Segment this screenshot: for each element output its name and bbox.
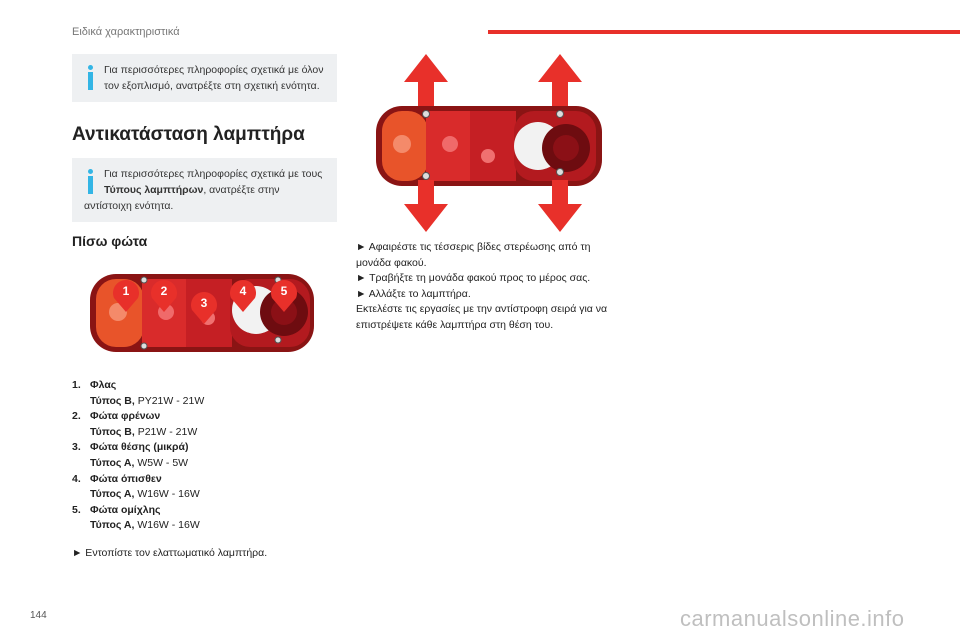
list-item [72, 378, 204, 409]
step-pull-unit: ► Τραβήξτε τη μονάδα φακού προς το μέρος σας. [356, 272, 591, 285]
info-icon [84, 62, 98, 94]
part-number: 3. [72, 441, 81, 454]
step-remove-screws: ► Αφαιρέστε τις τέσσερις βίδες στερέωσης από τη μονάδα φακού. [356, 241, 591, 269]
screw-icon [141, 343, 147, 349]
list-item [72, 503, 204, 534]
subsection-title: Πίσω φώτα [72, 233, 148, 249]
info-box-equipment [72, 54, 337, 102]
part-type: Τύπος Α, [90, 456, 135, 469]
step-change-bulb: ► Αλλάξτε το λαμπτήρα. [356, 287, 471, 300]
info-text-part: Για περισσότερες πληροφορίες σχετικά με τους [104, 168, 323, 180]
marker-label: 3 [200, 296, 208, 310]
marker-label: 1 [122, 284, 130, 298]
step-locate-bulb: ► Εντοπίστε τον ελαττωματικό λαμπτήρα. [72, 547, 268, 559]
list-item [72, 409, 204, 440]
step-reassemble: Εκτελέστε τις εργασίες με την αντίστροφη σειρά για να επιστρέψετε κάθε λαμπτήρα στη θέση του. [356, 303, 608, 331]
info-text: Για περισσότερες πληροφορίες σχετικά με όλον τον εξοπλισμό, ανατρέξτε στη σχετική ενότητα. [104, 64, 324, 92]
removal-steps [356, 240, 626, 334]
part-name: Φώτα ομίχλης [90, 503, 161, 516]
bulb-2 [442, 136, 458, 152]
arrow-icon [404, 180, 448, 232]
part-name: Φλας [90, 379, 117, 391]
list-item [72, 440, 204, 471]
list-item [72, 472, 204, 503]
rear-lamp-removal-illustration [370, 54, 610, 234]
screw-icon [423, 173, 430, 180]
screw-icon [141, 277, 147, 283]
screw-icon [557, 169, 564, 176]
part-bulb: W16W - 16W [134, 488, 200, 501]
parts-list [72, 378, 204, 534]
watermark: carmanualsonline.info [680, 606, 905, 631]
bulb-5 [553, 135, 579, 161]
part-name: Φώτα όπισθεν [90, 472, 162, 485]
screw-icon [423, 111, 430, 118]
page-number: 144 [30, 610, 47, 621]
part-bulb: PY21W - 21W [134, 394, 205, 407]
part-type: Τύπος Α, [90, 488, 135, 501]
arrow-icon [538, 180, 582, 232]
part-bulb: P21W - 21W [134, 425, 198, 438]
marker-label: 4 [239, 284, 247, 298]
info-link-bulb-types: Τύπους λαμπτήρων [104, 184, 204, 196]
bulb-1 [393, 135, 411, 153]
part-name: Φώτα θέσης (μικρά) [90, 441, 189, 454]
arrow-icon [404, 54, 448, 106]
marker-label: 2 [160, 284, 168, 298]
part-name: Φώτα φρένων [90, 410, 161, 423]
screw-icon [275, 337, 281, 343]
info-text-part: , ανατρέξτε στην αντίστοιχη ενότητα. [84, 184, 280, 212]
info-box-bulb-types [72, 158, 337, 222]
bulb-3 [481, 149, 495, 163]
info-icon [84, 166, 98, 198]
part-type: Τύπος Α, [90, 519, 135, 532]
marker-label: 5 [280, 284, 288, 298]
header-title: Ειδικά χαρακτηριστικά [72, 26, 180, 38]
screw-icon [557, 111, 564, 118]
section-title: Αντικατάσταση λαμπτήρα [72, 124, 305, 145]
part-bulb: W16W - 16W [134, 519, 200, 532]
part-type: Τύπος Β, [90, 425, 135, 438]
lamp-position-zone [470, 111, 516, 181]
part-number: 2. [72, 410, 81, 423]
part-number: 4. [72, 472, 81, 485]
rear-lamp-illustration [88, 268, 318, 358]
part-number: 1. [72, 379, 81, 391]
part-type: Τύπος Β, [90, 394, 135, 407]
arrow-icon [538, 54, 582, 106]
header-accent-bar [488, 30, 960, 34]
part-number: 5. [72, 503, 81, 516]
part-bulb: W5W - 5W [134, 456, 189, 469]
